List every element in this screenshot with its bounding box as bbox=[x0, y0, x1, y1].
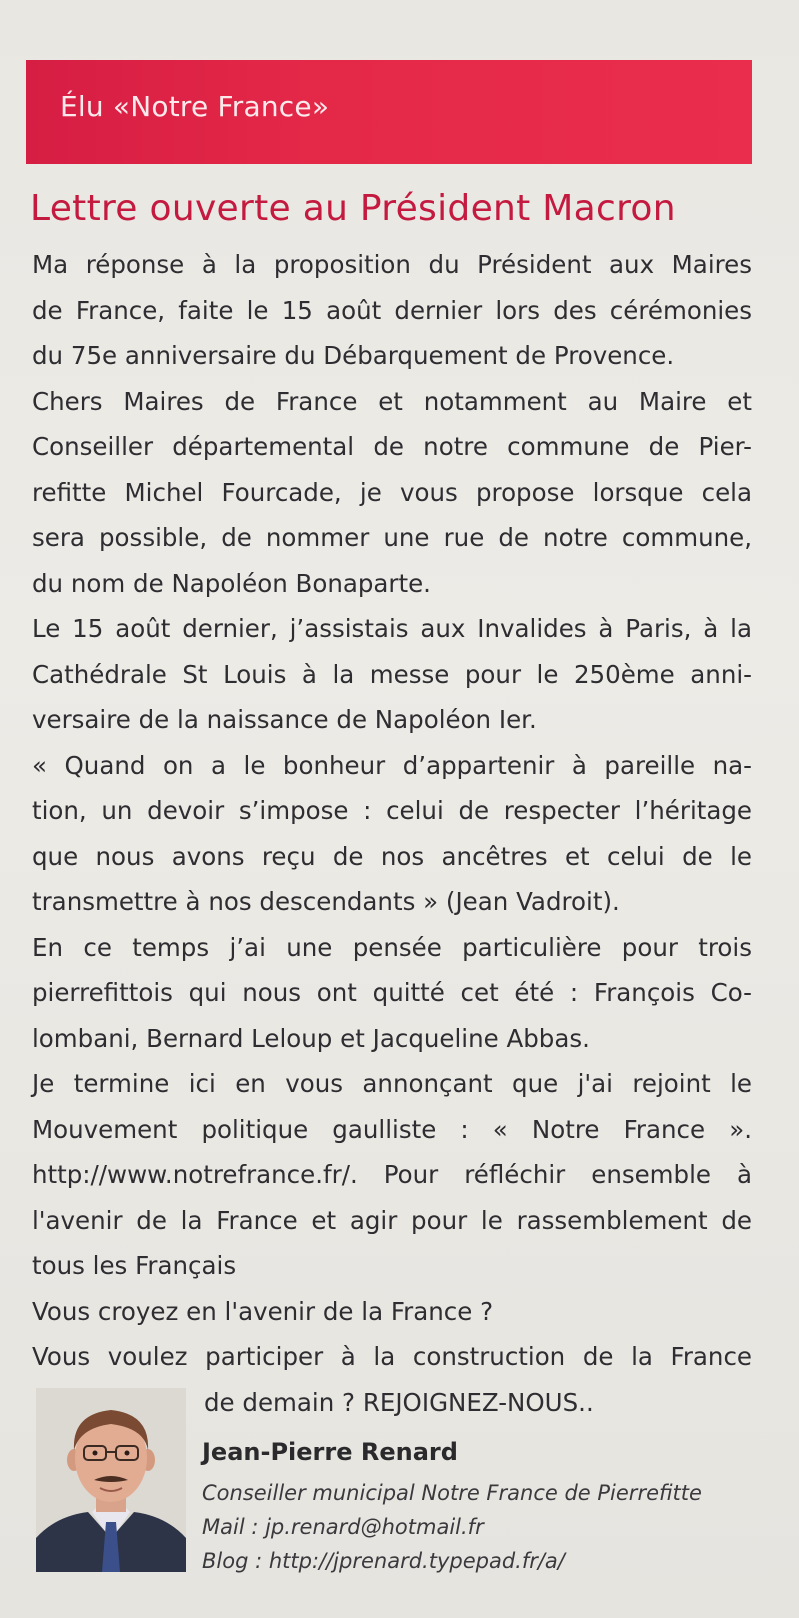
article-line: sera possible, de nommer une rue de notre commune, bbox=[32, 523, 752, 552]
article-line: tous les Français bbox=[32, 1251, 237, 1280]
article-line: de France, faite le 15 août dernier lors des cérémonies bbox=[32, 295, 752, 325]
article-line: Le 15 août dernier, j’assistais aux Invalides à Paris, à la bbox=[32, 614, 752, 643]
article-line: pierrefittois qui nous ont quitté cet été : François Co- bbox=[32, 978, 752, 1007]
article-line: « Quand on a le bonheur d’appartenir à pareille na- bbox=[32, 750, 752, 780]
article-line: de demain ? REJOIGNEZ-NOUS.. bbox=[204, 1387, 594, 1417]
article-line: Je termine ici en vous annonçant que j'ai rejoint le bbox=[32, 1069, 752, 1098]
author-role: Conseiller municipal Notre France de Pierrefitte bbox=[202, 1481, 702, 1505]
article-line: En ce temps j’ai une pensée particulière pour trois bbox=[32, 932, 752, 962]
article-line: refitte Michel Fourcade, je vous propose lorsque cela bbox=[32, 477, 752, 507]
article-line: du 75e anniversaire du Débarquement de Provence. bbox=[32, 341, 675, 370]
article-line: Ma réponse à la proposition du Président aux Maires bbox=[32, 250, 752, 279]
article-line: versaire de la naissance de Napoléon Ier. bbox=[32, 705, 537, 734]
article-line: que nous avons reçu de nos ancêtres et celui de le bbox=[32, 841, 752, 871]
article-line: lombani, Bernard Leloup et Jacqueline Abbas. bbox=[32, 1023, 590, 1053]
author-blog: Blog : http://jprenard.typepad.fr/a/ bbox=[202, 1549, 565, 1573]
section-banner bbox=[26, 60, 752, 164]
article-line: l'avenir de la France et agir pour le rassemblement de bbox=[32, 1205, 752, 1235]
article-line: Cathédrale St Louis à la messe pour le 250ème anni- bbox=[32, 659, 752, 689]
article-line: du nom de Napoléon Bonaparte. bbox=[32, 568, 431, 598]
article-line: http://www.notrefrance.fr/. Pour réfléchir ensemble à bbox=[32, 1160, 752, 1189]
article-line: Chers Maires de France et notamment au Maire et bbox=[32, 386, 752, 416]
article-line: Conseiller départemental de notre commune de Pier- bbox=[32, 432, 752, 461]
banner-label: Élu «Notre France» bbox=[60, 90, 330, 123]
author-name: Jean-Pierre Renard bbox=[202, 1438, 458, 1466]
article-body bbox=[32, 242, 752, 1425]
article-line: tion, un devoir s’impose : celui de respecter l’héritage bbox=[32, 796, 752, 825]
article-line: Vous voulez participer à la construction de la France bbox=[32, 1342, 752, 1371]
article-title: Lettre ouverte au Président Macron bbox=[30, 188, 676, 229]
article-line: Vous croyez en l'avenir de la France ? bbox=[32, 1296, 494, 1326]
author-photo bbox=[36, 1388, 186, 1572]
article-line: Mouvement politique gaulliste : « Notre France ». bbox=[32, 1114, 752, 1144]
author-portrait-image bbox=[36, 1388, 186, 1572]
article-line: transmettre à nos descendants » (Jean Vadroit). bbox=[32, 887, 620, 916]
author-mail: Mail : jp.renard@hotmail.fr bbox=[202, 1515, 484, 1539]
signature-block bbox=[202, 1438, 702, 1578]
